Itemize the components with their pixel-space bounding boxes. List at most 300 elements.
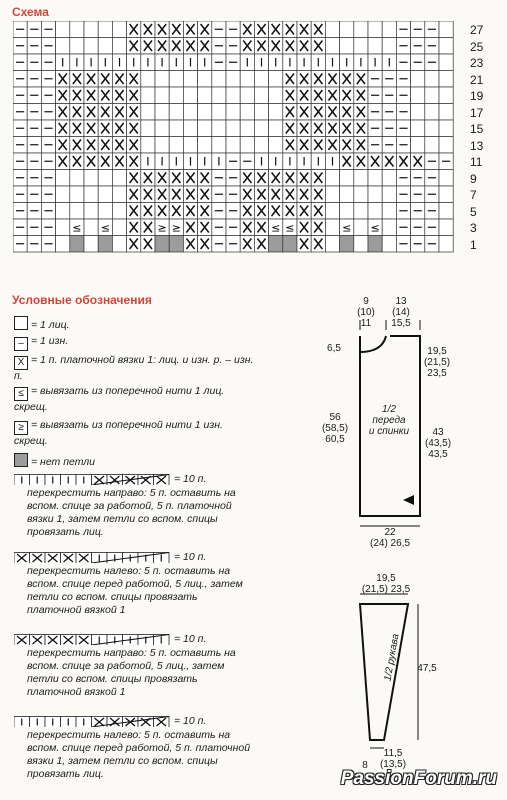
chart-cell [283, 236, 297, 253]
chart-cell [198, 87, 212, 104]
chart-cell [240, 71, 254, 88]
chart-cell [41, 104, 55, 121]
chart-cell [56, 71, 70, 88]
chart-cell [141, 153, 155, 170]
chart-cell [396, 120, 410, 137]
chart-cell [56, 137, 70, 154]
cable-description: перекрестить налево: 5 п. оставить на вспом. спице перед работой, 5 п. платочной вязки 1, затем петли со вспом. спицы провязать лиц. [27, 729, 251, 780]
chart-cell [311, 170, 325, 187]
chart-cell [425, 104, 439, 121]
chart-cell [70, 219, 84, 236]
chart-cell [41, 38, 55, 55]
chart-cell [212, 203, 226, 220]
chart-cell [283, 71, 297, 88]
chart-cell [382, 236, 396, 253]
chart-cell [396, 54, 410, 71]
chart-cell [84, 186, 98, 203]
dim-width: 22 (24) 26,5 [369, 527, 411, 549]
legend-title: Условные обозначения [12, 293, 152, 307]
chart-cell [325, 219, 339, 236]
chart-cell [311, 153, 325, 170]
chart-cell [70, 104, 84, 121]
chart-cell [169, 186, 183, 203]
chart-cell [439, 71, 453, 88]
chart-cell [269, 219, 283, 236]
chart-cell [141, 38, 155, 55]
chart-cell [98, 71, 112, 88]
chart-cell [396, 137, 410, 154]
chart-cell [226, 203, 240, 220]
sleeve-top-width: 19,5 (21,5) 23,5 [361, 573, 411, 595]
chart-cell [368, 120, 382, 137]
chart-cell [311, 54, 325, 71]
chart-cell [27, 137, 41, 154]
chart-cell [70, 21, 84, 38]
chart-cell [13, 219, 27, 236]
chart-cell [169, 21, 183, 38]
chart-cell [354, 170, 368, 187]
chart-cell [27, 153, 41, 170]
chart-cell [27, 38, 41, 55]
row-number: 13 [470, 138, 484, 153]
dim-length: 56 (58,5) 60,5 [321, 412, 349, 445]
chart-cell [155, 71, 169, 88]
chart-cell [112, 104, 126, 121]
chart-cell [169, 203, 183, 220]
chart-cell [155, 203, 169, 220]
chart-cell [354, 21, 368, 38]
chart-cell [112, 54, 126, 71]
chart-cell [354, 104, 368, 121]
chart-cell [439, 236, 453, 253]
chart-cell [240, 137, 254, 154]
svg-text:≤: ≤ [370, 221, 380, 235]
chart-cell [70, 236, 84, 253]
chart-cell [325, 54, 339, 71]
chart-cell [169, 38, 183, 55]
chart-cell [198, 71, 212, 88]
chart-cell [98, 120, 112, 137]
chart-cell [354, 186, 368, 203]
chart-cell [411, 203, 425, 220]
chart-cell [354, 203, 368, 220]
chart-cell [240, 186, 254, 203]
chart-cell [84, 120, 98, 137]
chart-cell [425, 203, 439, 220]
chart-cell [212, 104, 226, 121]
svg-text:≥: ≥ [157, 221, 167, 235]
chart-cell [41, 137, 55, 154]
chart-cell [155, 170, 169, 187]
chart-cell [340, 219, 354, 236]
chart-cell [226, 87, 240, 104]
chart-cell [84, 170, 98, 187]
chart-cell [155, 186, 169, 203]
chart-cell [41, 170, 55, 187]
row-number: 1 [470, 237, 477, 252]
chart-cell [27, 21, 41, 38]
chart-cell [311, 137, 325, 154]
chart-cell [169, 120, 183, 137]
chart-cell [141, 186, 155, 203]
chart-cell [396, 219, 410, 236]
chart-cell [13, 186, 27, 203]
chart-cell [240, 21, 254, 38]
chart-cell [13, 153, 27, 170]
chart-cell [354, 120, 368, 137]
chart-cell [396, 71, 410, 88]
chart-cell [439, 137, 453, 154]
chart-cell [254, 21, 268, 38]
cable-description: перекрестить налево: 5 п. оставить на вспом. спице перед работой, 5 лиц., затем петли со вспом. спицы провязать платочной вязкой 1 [27, 565, 243, 616]
sleeve-label: 1/2 рукава [382, 633, 402, 682]
chart-cell [183, 236, 197, 253]
chart-cell [98, 54, 112, 71]
chart-cell [141, 71, 155, 88]
chart-cell [112, 153, 126, 170]
chart-cell [183, 54, 197, 71]
chart-cell [13, 120, 27, 137]
chart-cell [240, 236, 254, 253]
chart-cell [311, 104, 325, 121]
chart-cell [70, 137, 84, 154]
chart-cell [183, 71, 197, 88]
chart-cell [127, 203, 141, 220]
chart-cell [411, 219, 425, 236]
chart-cell [98, 137, 112, 154]
chart-cell [127, 236, 141, 253]
chart-cell [84, 54, 98, 71]
chart-cell [439, 87, 453, 104]
chart-cell [283, 104, 297, 121]
chart-cell [311, 236, 325, 253]
chart-cell [27, 120, 41, 137]
chart-cell [27, 54, 41, 71]
chart-cell [439, 170, 453, 187]
chart-cell [269, 170, 283, 187]
chart-cell [70, 120, 84, 137]
chart-cell [155, 54, 169, 71]
chart-cell [183, 186, 197, 203]
cable-count: = 10 п. [174, 633, 207, 645]
chart-cell [425, 170, 439, 187]
chart-cell [297, 137, 311, 154]
chart-cell [155, 21, 169, 38]
chart-cell [340, 170, 354, 187]
chart-cell [198, 120, 212, 137]
chart-cell [56, 120, 70, 137]
row-number: 9 [470, 171, 477, 186]
chart-cell [13, 203, 27, 220]
chart-cell [183, 219, 197, 236]
chart-cell [127, 71, 141, 88]
chart-cell [354, 153, 368, 170]
chart-cell [155, 104, 169, 121]
chart-cell [13, 104, 27, 121]
chart-cell [254, 236, 268, 253]
legend-text: = вывязать из поперечной нити 1 изн. скрещ. [14, 419, 223, 447]
chart-cell [425, 120, 439, 137]
chart-cell [198, 137, 212, 154]
row-number: 17 [470, 105, 484, 120]
legend-no-stitch [14, 453, 95, 469]
chart-cell [269, 54, 283, 71]
legend-text: = вывязать из поперечной нити 1 лиц. скрещ. [14, 385, 225, 413]
dim-neck-depth: 6,5 [327, 343, 341, 354]
chart-cell [13, 54, 27, 71]
chart-cell [212, 219, 226, 236]
chart-cell [325, 21, 339, 38]
chart-cell [354, 38, 368, 55]
chart-cell [56, 186, 70, 203]
chart-cell [382, 71, 396, 88]
chart-cell [41, 120, 55, 137]
chart-cell [354, 87, 368, 104]
chart-cell [112, 71, 126, 88]
row-number: 23 [470, 56, 484, 70]
chart-cell [354, 219, 368, 236]
chart-cell [411, 104, 425, 121]
chart-cell [169, 87, 183, 104]
chart-cell [382, 38, 396, 55]
legend-garter [14, 354, 254, 383]
chart-cell [283, 170, 297, 187]
chart-cell [127, 137, 141, 154]
chart-cell [198, 21, 212, 38]
chart-cell [425, 54, 439, 71]
purl-symbol-icon: – [14, 337, 28, 351]
svg-text:≤: ≤ [100, 221, 110, 235]
chart-cell [297, 153, 311, 170]
chart-cell [311, 186, 325, 203]
chart-cell [84, 203, 98, 220]
chart-cell [198, 186, 212, 203]
chart-cell [169, 219, 183, 236]
chart-cell [382, 219, 396, 236]
chart-cell [283, 87, 297, 104]
chart-cell [240, 170, 254, 187]
legend-knit [14, 316, 70, 332]
chart-cell [254, 87, 268, 104]
chart-cell [127, 38, 141, 55]
chart-cell [269, 153, 283, 170]
chart-cell [411, 21, 425, 38]
chart-cell [212, 54, 226, 71]
chart-cell [169, 104, 183, 121]
chart-cell [84, 236, 98, 253]
sleeve-cuff-depth: 8 [362, 760, 368, 771]
chart-cell [411, 71, 425, 88]
chart-cell [226, 186, 240, 203]
chart-cell [27, 104, 41, 121]
chart-cell [84, 104, 98, 121]
chart-cell [368, 203, 382, 220]
chart-cell [198, 153, 212, 170]
chart-cell [27, 87, 41, 104]
chart-cell [439, 219, 453, 236]
chart-cell [297, 54, 311, 71]
chart-cell [169, 137, 183, 154]
chart-cell [84, 153, 98, 170]
chart-cell [198, 236, 212, 253]
chart-cell [340, 104, 354, 121]
front-label: 1/2 переда и спинки [368, 404, 410, 437]
chart-cell [112, 137, 126, 154]
chart-cell [226, 137, 240, 154]
chart-cell [439, 54, 453, 71]
chart-cell [240, 120, 254, 137]
chart-cell [141, 170, 155, 187]
chart-cell [297, 38, 311, 55]
chart-cell [226, 153, 240, 170]
chart-cell [212, 21, 226, 38]
chart-cell [212, 120, 226, 137]
legend-text: = нет петли [31, 456, 95, 468]
chart-cell [325, 71, 339, 88]
chart-title: Схема [12, 5, 49, 19]
chart-cell [112, 21, 126, 38]
chart-cell [325, 120, 339, 137]
chart-cell [70, 87, 84, 104]
chart-cell [411, 38, 425, 55]
chart-cell [425, 21, 439, 38]
chart-cell [382, 21, 396, 38]
svg-text:≤: ≤ [285, 221, 295, 235]
chart-cell [56, 153, 70, 170]
chart-cell [27, 186, 41, 203]
chart-cell [425, 236, 439, 253]
chart-cell [70, 186, 84, 203]
cable-description: перекрестить направо: 5 п. оставить на вспом. спице за работой, 5 лиц., затем петли со вспом. спицы провязать платочной вязкой 1 [27, 647, 236, 698]
chart-cell [13, 21, 27, 38]
chart-cell [269, 120, 283, 137]
chart-cell [325, 38, 339, 55]
chart-cell [226, 38, 240, 55]
chart-cell [155, 219, 169, 236]
chart-cell [354, 137, 368, 154]
chart-cell [212, 137, 226, 154]
chart-cell [439, 186, 453, 203]
chart-cell [340, 236, 354, 253]
row-number: 25 [470, 39, 484, 54]
chart-cell [269, 104, 283, 121]
chart-cell [340, 38, 354, 55]
chart-cell [368, 71, 382, 88]
chart-cell [98, 203, 112, 220]
chart-cell [340, 153, 354, 170]
chart-cell [183, 38, 197, 55]
chart-cell [56, 236, 70, 253]
chart-cell [325, 170, 339, 187]
chart-cell [254, 120, 268, 137]
chart-cell [198, 54, 212, 71]
legend-inc-knit [14, 385, 254, 414]
chart-cell [112, 236, 126, 253]
cable-count: = 10 п. [174, 473, 207, 485]
chart-cell [283, 137, 297, 154]
chart-cell [368, 186, 382, 203]
chart-cell [283, 38, 297, 55]
row-number: 7 [470, 188, 477, 202]
row-number: 15 [470, 122, 484, 136]
chart-cell [98, 219, 112, 236]
chart-cell [169, 54, 183, 71]
sleeve-cuff-width: 11,5 (13,5) [379, 748, 407, 770]
chart-cell [41, 71, 55, 88]
chart-cell [254, 71, 268, 88]
chart-cell [283, 203, 297, 220]
chart-cell [240, 87, 254, 104]
chart-cell [98, 170, 112, 187]
chart-cell [340, 203, 354, 220]
chart-cell [56, 104, 70, 121]
chart-cell [226, 236, 240, 253]
chart-cell [41, 203, 55, 220]
knit-symbol-icon [14, 316, 28, 330]
chart-cell [411, 87, 425, 104]
chart-cell [396, 104, 410, 121]
chart-cell [396, 21, 410, 38]
chart-cell [240, 219, 254, 236]
cable-count: = 10 п. [174, 715, 207, 727]
chart-cell [297, 236, 311, 253]
chart-cell [13, 87, 27, 104]
dim-shoulder-top: 13 (14) 15,5 [391, 296, 411, 329]
chart-cell [283, 21, 297, 38]
chart-cell [269, 71, 283, 88]
cable-right-2-icon [14, 634, 172, 645]
chart-cell [226, 71, 240, 88]
chart-cell [311, 120, 325, 137]
chart-cell [411, 137, 425, 154]
chart-cell [254, 137, 268, 154]
chart-cell [340, 137, 354, 154]
chart-cell [212, 170, 226, 187]
chart-cell [297, 104, 311, 121]
chart-cell [41, 236, 55, 253]
chart-cell [354, 71, 368, 88]
chart-cell [212, 236, 226, 253]
chart-cell [382, 54, 396, 71]
chart-cell [98, 21, 112, 38]
chart-cell [127, 186, 141, 203]
chart-cell [439, 21, 453, 38]
chart-cell [396, 170, 410, 187]
legend-text: = 1 п. платочной вязки 1: лиц. и изн. р. – изн. п. [14, 354, 254, 382]
chart-cell [41, 219, 55, 236]
chart-cell [269, 21, 283, 38]
chart-cell [226, 170, 240, 187]
chart-cell [41, 153, 55, 170]
row-number: 27 [470, 23, 484, 37]
chart-cell [283, 219, 297, 236]
chart-cell [311, 219, 325, 236]
chart-cell [240, 203, 254, 220]
chart-cell [27, 170, 41, 187]
chart-cell [98, 236, 112, 253]
chart-cell [411, 170, 425, 187]
chart-cell [382, 137, 396, 154]
chart-cell [141, 219, 155, 236]
chart-cell [70, 38, 84, 55]
chart-cell [98, 104, 112, 121]
sleeve-length: 47,5 [417, 663, 437, 674]
chart-cell [112, 203, 126, 220]
svg-text:≤: ≤ [271, 221, 281, 235]
chart-cell [169, 71, 183, 88]
chart-cell [27, 71, 41, 88]
chart-cell [396, 38, 410, 55]
